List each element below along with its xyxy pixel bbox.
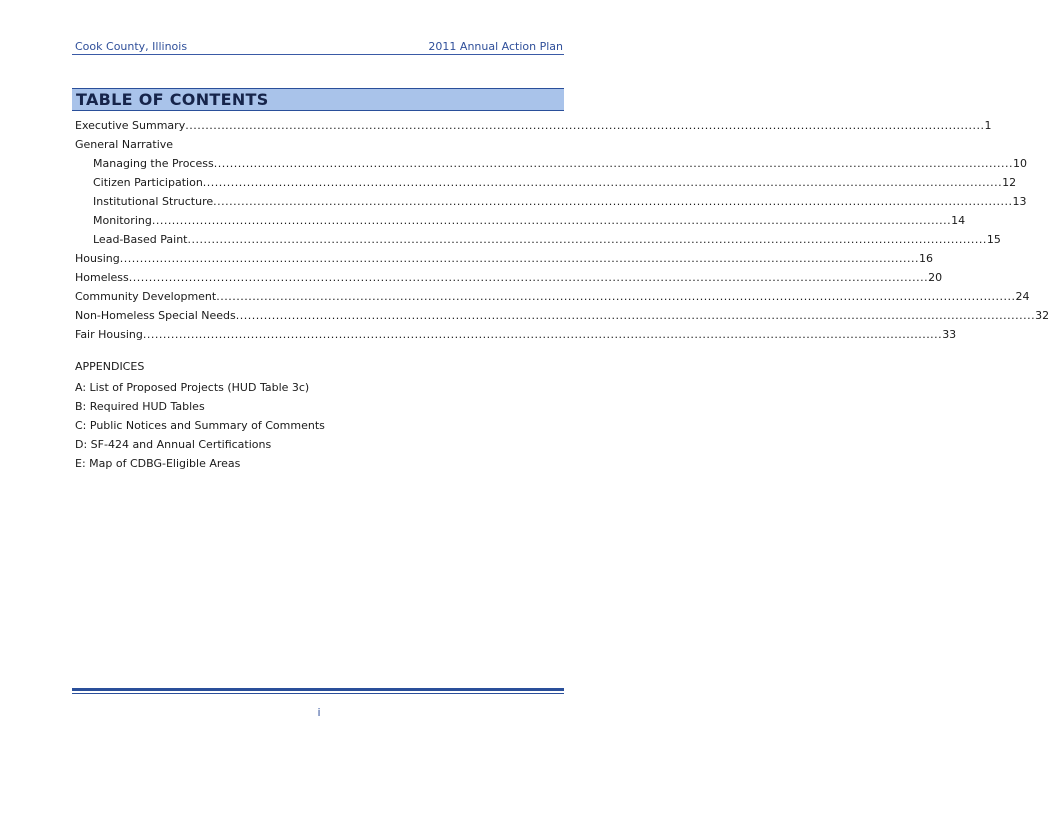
appendices-heading: APPENDICES [75, 360, 145, 373]
toc-entry-page: 20 [928, 271, 943, 284]
appendix-item: C: Public Notices and Summary of Comments [75, 419, 325, 432]
toc-dot-leader: ........................................................................................................................................................................................................ [151, 214, 952, 227]
footer-rule-thick [72, 688, 564, 691]
toc-entry-label: Managing the Process [93, 157, 214, 170]
page-number: i [317, 706, 321, 719]
toc-entry-label: Community Development [75, 290, 217, 303]
header-rule [72, 54, 564, 55]
toc-entry[interactable] [75, 306, 1049, 325]
toc-entry-label: Citizen Participation [93, 176, 203, 189]
toc-dot-leader: ........................................................................................................................................................................................................ [213, 195, 1013, 208]
toc-entry-page: 24 [1015, 290, 1030, 303]
toc-entry-label: Lead-Based Paint [93, 233, 188, 246]
toc-entry-page: 16 [919, 252, 934, 265]
toc-list [75, 116, 1049, 344]
toc-dot-leader: ........................................................................................................................................................................................................ [213, 157, 1014, 170]
toc-entry-page: 33 [942, 328, 957, 341]
toc-entry[interactable] [75, 116, 992, 135]
toc-dot-leader: ........................................................................................................................................................................................................ [216, 290, 1016, 303]
toc-title: TABLE OF CONTENTS [76, 90, 269, 109]
appendices-list [75, 378, 325, 473]
toc-entry-page: 14 [951, 214, 966, 227]
toc-dot-leader: ........................................................................................................................................................................................................ [128, 271, 929, 284]
toc-entry[interactable] [75, 325, 957, 344]
toc-dot-leader: ........................................................................................................................................................................................................ [235, 309, 1036, 322]
toc-entry-label: Non-Homeless Special Needs [75, 309, 236, 322]
toc-entry-page: 12 [1002, 176, 1017, 189]
appendix-item: B: Required HUD Tables [75, 400, 205, 413]
toc-dot-leader: ........................................................................................................................................................................................................ [119, 252, 920, 265]
toc-entry[interactable] [75, 173, 1017, 192]
toc-entry-label: Monitoring [93, 214, 152, 227]
toc-entry-page: 1 [984, 119, 992, 132]
toc-entry[interactable] [75, 192, 1027, 211]
toc-entry-page: 32 [1035, 309, 1049, 322]
toc-entry[interactable] [75, 268, 943, 287]
toc-entry[interactable] [75, 287, 1030, 306]
toc-dot-leader: ........................................................................................................................................................................................................ [185, 119, 985, 132]
toc-entry-label: Executive Summary [75, 119, 186, 132]
toc-dot-leader: ........................................................................................................................................................................................................ [187, 233, 987, 246]
toc-entry[interactable] [75, 154, 1028, 173]
toc-entry[interactable] [75, 249, 934, 268]
toc-dot-leader: ........................................................................................................................................................................................................ [202, 176, 1003, 189]
appendix-item: E: Map of CDBG-Eligible Areas [75, 457, 241, 470]
toc-entry-label: Institutional Structure [93, 195, 214, 208]
toc-entry-label: Homeless [75, 271, 129, 284]
header-right: 2011 Annual Action Plan [428, 40, 563, 53]
toc-entry[interactable] [75, 211, 966, 230]
appendix-item: D: SF-424 and Annual Certifications [75, 438, 272, 451]
toc-dot-leader: ........................................................................................................................................................................................................ [142, 328, 943, 341]
toc-entry-page: 10 [1013, 157, 1028, 170]
toc-entry[interactable] [75, 230, 1001, 249]
header-left: Cook County, Illinois [75, 40, 188, 53]
toc-entry-page: 15 [986, 233, 1001, 246]
toc-entry-page: 13 [1012, 195, 1027, 208]
appendix-item: A: List of Proposed Projects (HUD Table 3c) [75, 381, 310, 394]
toc-title-band [72, 88, 564, 111]
toc-entry-label: General Narrative [75, 138, 174, 151]
footer-rule-thin [72, 693, 564, 694]
toc-entry-label: Fair Housing [75, 328, 143, 341]
toc-entry[interactable] [75, 135, 555, 154]
toc-entry-label: Housing [75, 252, 120, 265]
